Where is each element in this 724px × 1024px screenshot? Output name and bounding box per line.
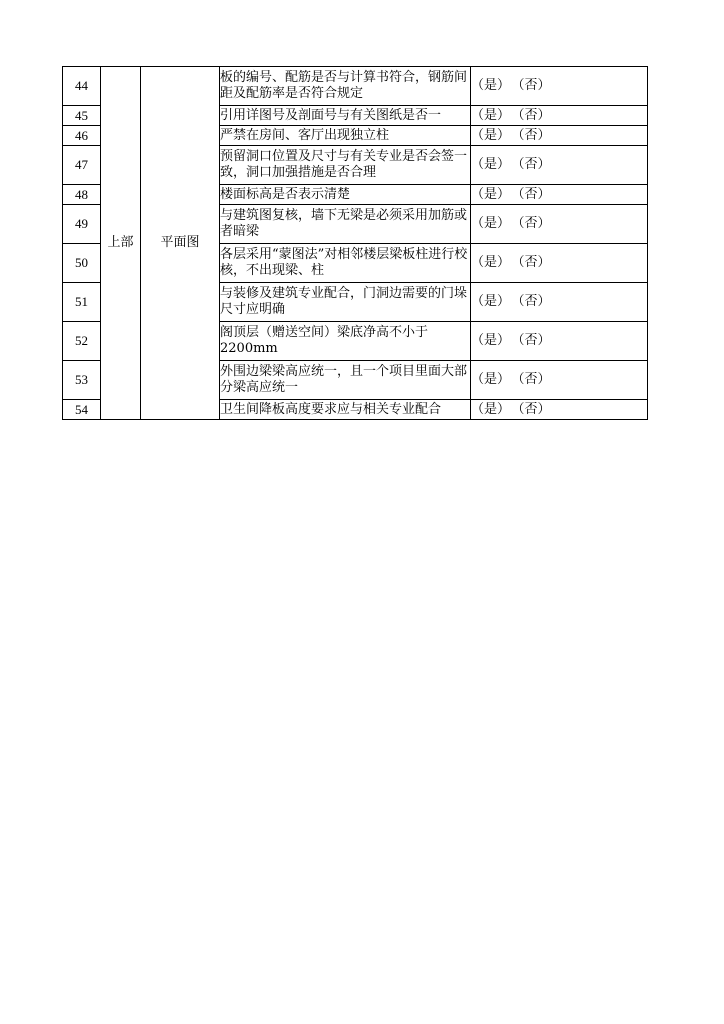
row-number: 44 — [63, 67, 101, 106]
answer-options — [471, 283, 648, 322]
table-row — [63, 67, 648, 106]
answer-options — [471, 205, 648, 244]
answer-yes: （是） — [471, 78, 511, 93]
answer-yes: （是） — [471, 333, 511, 348]
answer-no: （否） — [518, 78, 551, 93]
check-item-text: 与装修及建筑专业配合，门洞边需要的门垛尺寸应明确 — [220, 283, 471, 322]
row-number: 48 — [63, 185, 101, 205]
row-number: 54 — [63, 400, 101, 420]
check-item-text: 严禁在房间、客厅出现独立柱 — [220, 126, 471, 146]
answer-no: （否） — [518, 401, 551, 417]
row-number: 53 — [63, 361, 101, 400]
answer-yes: （是） — [471, 294, 511, 309]
answer-yes: （是） — [471, 255, 511, 270]
check-item-text: 外围边梁梁高应统一，且一个项目里面大部分梁高应统一 — [220, 361, 471, 400]
row-number: 50 — [63, 244, 101, 283]
answer-yes: （是） — [471, 186, 511, 202]
answer-yes: （是） — [471, 127, 511, 143]
row-number: 52 — [63, 322, 101, 361]
row-number: 46 — [63, 126, 101, 146]
answer-options — [471, 146, 648, 185]
answer-no: （否） — [518, 107, 551, 123]
answer-yes: （是） — [471, 157, 511, 172]
check-item-text: 各层采用“蒙图法”对相邻楼层梁板柱进行校核，不出现梁、柱 — [220, 244, 471, 283]
review-checklist-table — [62, 66, 648, 420]
check-item-text: 预留洞口位置及尺寸与有关专业是否会签一致，洞口加强措施是否合理 — [220, 146, 471, 185]
row-number: 45 — [63, 106, 101, 126]
check-item-text: 板的编号、配筋是否与计算书符合，钢筋间距及配筋率是否符合规定 — [220, 67, 471, 106]
answer-options — [471, 361, 648, 400]
answer-yes: （是） — [471, 107, 511, 123]
answer-yes: （是） — [471, 372, 511, 387]
answer-options — [471, 244, 648, 283]
section-label: 上部 — [101, 67, 141, 420]
row-number: 47 — [63, 146, 101, 185]
answer-no: （否） — [518, 333, 551, 348]
check-item-text: 与建筑图复核，墙下无梁是必须采用加筋或者暗梁 — [220, 205, 471, 244]
answer-options — [471, 126, 648, 146]
answer-options — [471, 322, 648, 361]
answer-no: （否） — [518, 186, 551, 202]
answer-options — [471, 67, 648, 106]
answer-no: （否） — [518, 216, 551, 231]
check-item-text: 楼面标高是否表示清楚 — [220, 185, 471, 205]
answer-yes: （是） — [471, 401, 511, 417]
answer-options — [471, 400, 648, 420]
answer-options — [471, 185, 648, 205]
answer-no: （否） — [518, 294, 551, 309]
answer-no: （否） — [518, 255, 551, 270]
answer-options — [471, 106, 648, 126]
check-item-text: 阁顶层（赠送空间）梁底净高不小于2200mm — [220, 322, 471, 361]
answer-no: （否） — [518, 157, 551, 172]
check-item-text: 引用详图号及剖面号与有关图纸是否一 — [220, 106, 471, 126]
answer-no: （否） — [518, 127, 551, 143]
row-number: 49 — [63, 205, 101, 244]
row-number: 51 — [63, 283, 101, 322]
answer-no: （否） — [518, 372, 551, 387]
answer-yes: （是） — [471, 216, 511, 231]
subsection-label: 平面图 — [141, 67, 220, 420]
check-item-text: 卫生间降板高度要求应与相关专业配合 — [220, 400, 471, 420]
